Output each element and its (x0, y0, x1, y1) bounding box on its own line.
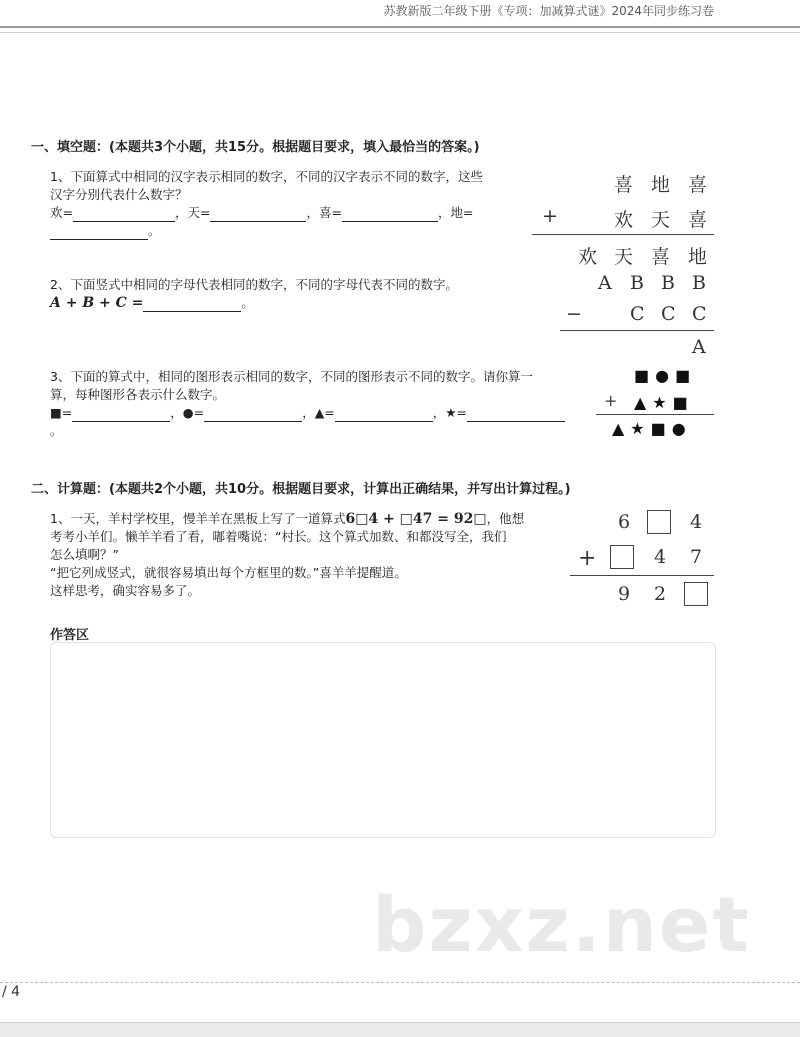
q3-blank-triangle[interactable] (335, 407, 433, 422)
q1-label-xi: ，喜= (306, 205, 342, 220)
calc1-r2-box[interactable] (610, 545, 634, 569)
answer-area[interactable] (50, 642, 716, 838)
calc1-line1a: 1、一天，羊村学校里，慢羊羊在黑板上写了一道算式 (50, 511, 346, 526)
q1-r2-c1: 欢 (614, 209, 634, 231)
header-divider-secondary (0, 32, 800, 33)
q2-r1-c1: A (598, 272, 612, 294)
calc1-r3-box[interactable] (684, 582, 708, 606)
q1-label-tian: ，天= (174, 205, 211, 220)
q3-blank-star[interactable] (467, 407, 565, 422)
q3-blank-square[interactable] (72, 407, 170, 422)
q3-answer-line (50, 404, 595, 422)
q2-line1: 2、下面竖式中相同的字母代表相同的数字，不同的字母代表不同的数字。 (50, 277, 458, 292)
section2-title: 二、计算题：(本题共2个小题，共10分。根据题目要求，计算出正确结果，并写出计算过程。) (31, 482, 571, 497)
header-divider (0, 26, 800, 28)
q3-label-circle: ，●= (170, 405, 205, 420)
q1-line2: 汉字分别代表什么数字？ (50, 187, 188, 202)
q2-end: 。 (241, 295, 254, 310)
q1-blank-tian[interactable] (210, 207, 306, 222)
q1-label-di: ，地= (437, 205, 474, 220)
q2-r1-c2: B (630, 272, 644, 294)
calc1-sum-line (570, 575, 714, 576)
q1-r2-c2: 天 (651, 209, 671, 231)
page-header-title: 苏教新版二年级下册《专项：加减算式谜》2024年同步练习卷 (383, 4, 714, 18)
q3-operator: + (604, 391, 618, 410)
calc1-line1b: ，他想 (486, 511, 525, 526)
q3-label-triangle: ，▲= (302, 405, 335, 420)
calc1-r1-c1: 6 (618, 511, 631, 533)
calc1-line1 (50, 510, 570, 528)
q2-r2-c3: C (692, 303, 707, 325)
q2-r2-c1: C (630, 303, 645, 325)
calc1-text (50, 510, 570, 600)
q1-text (50, 168, 540, 240)
q1-r3-c4: 地 (688, 246, 708, 268)
q1-sum-line (532, 234, 714, 235)
calc1-r3-c2: 2 (654, 583, 667, 605)
calc1-line5: 这样思考，确实容易多了。 (50, 583, 201, 598)
q2-text (50, 276, 550, 312)
q1-r1-c1: 喜 (614, 174, 634, 196)
calc1-r1-c3: 4 (690, 511, 703, 533)
q1-r3-c1: 欢 (578, 246, 598, 268)
q2-r1-c4: B (692, 272, 706, 294)
calc1-formula: 6□4 + □47 = 92□ (345, 511, 487, 527)
viewer-bottom-bar (0, 1022, 800, 1037)
q1-r2-c3: 喜 (688, 209, 708, 231)
answer-area-label: 作答区 (50, 628, 90, 643)
q1-blank-huan[interactable] (73, 207, 175, 222)
q3-row1-shapes: ■●■ (634, 366, 697, 385)
q3-text (50, 368, 595, 440)
q2-r3-c1: A (692, 336, 706, 358)
calc1-r1-box[interactable] (647, 510, 671, 534)
q1-r1-c2: 地 (651, 174, 671, 196)
q1-operator: + (542, 205, 558, 227)
q2-operator: − (566, 303, 582, 325)
q1-answer-line2 (50, 222, 540, 240)
section1-title: 一、填空题：(本题共3个小题，共15分。根据题目要求，填入最恰当的答案。) (31, 140, 480, 155)
calc1-r3-c1: 9 (618, 583, 631, 605)
q3-row3-shapes: ▲★■● (612, 419, 692, 438)
q1-answer-line (50, 204, 540, 222)
q1-r3-c2: 天 (614, 246, 634, 268)
q1-r1-c3: 喜 (688, 174, 708, 196)
calc1-line2: 考考小羊们。懒羊羊看了看，嘟着嘴说：“村长。这个算式加数、和都没写全，我们 (50, 529, 507, 544)
calc1-operator: + (578, 546, 597, 571)
q1-blank-xi[interactable] (342, 207, 438, 222)
q2-sum-line (560, 330, 714, 331)
q3-end: 。 (50, 423, 63, 438)
q3-label-square: ■= (50, 405, 73, 420)
q1-end: 。 (148, 223, 161, 238)
calc1-line3: 怎么填啊？” (50, 547, 119, 562)
watermark: bzxz.net (372, 880, 751, 969)
q3-line2: 算，每种图形各表示什么数字。 (50, 387, 226, 402)
q2-answer-line (50, 294, 550, 312)
q1-blank-di[interactable] (50, 225, 148, 240)
calc1-r2-c2: 4 (654, 546, 667, 568)
q2-expression: A + B + C = (50, 295, 144, 311)
q2-blank[interactable] (143, 297, 241, 312)
q3-line1: 3、下面的算式中，相同的图形表示相同的数字，不同的图形表示不同的数字。请你算一 (50, 369, 533, 384)
footer-divider (0, 982, 800, 983)
calc1-line4: “把它列成竖式，就很容易填出每个方框里的数。”喜羊羊提醒道。 (50, 565, 407, 580)
q1-r3-c3: 喜 (651, 246, 671, 268)
q2-r2-c2: C (661, 303, 676, 325)
q3-row2-shapes: ▲★■ (634, 393, 694, 412)
q3-sum-line (596, 414, 714, 415)
q3-blank-circle[interactable] (204, 407, 302, 422)
q3-label-star: ，★= (432, 405, 467, 420)
q1-line1: 1、下面算式中相同的汉字表示相同的数字，不同的汉字表示不同的数字，这些 (50, 169, 483, 184)
q1-label-huan: 欢= (50, 205, 73, 220)
page-number: / 4 (2, 984, 21, 1000)
calc1-r2-c3: 7 (690, 546, 703, 568)
q2-r1-c3: B (661, 272, 675, 294)
